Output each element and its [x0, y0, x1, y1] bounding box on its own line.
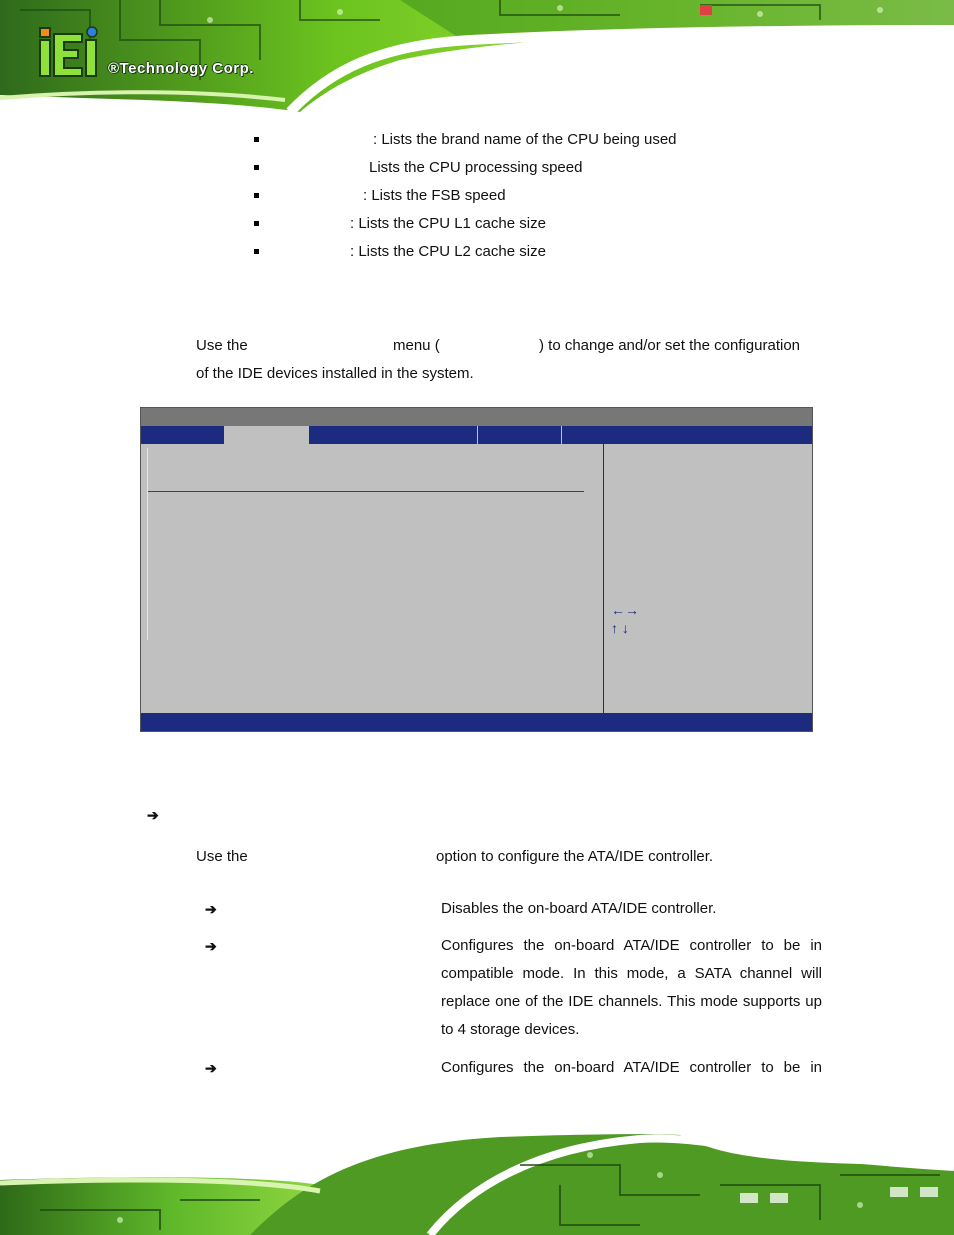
bios-menu-bar	[141, 426, 812, 444]
option-arrow-icon: ➔	[205, 1060, 217, 1076]
bios-settings-pane	[147, 448, 588, 640]
left-right-arrow-icon: ←→	[611, 602, 639, 618]
bios-status-bar	[141, 713, 812, 731]
option-intro-text: option to configure the ATA/IDE controller.	[436, 848, 714, 865]
bios-help-divider	[603, 444, 604, 714]
bios-tab[interactable]	[309, 426, 478, 444]
header-banner	[0, 0, 954, 112]
list-item: Lists the CPU processing speed	[369, 159, 583, 176]
circuit-board-header-art	[0, 0, 954, 112]
list-item: : Lists the CPU L1 cache size	[350, 215, 546, 232]
bullet-marker	[254, 249, 259, 254]
bullet-marker	[254, 193, 259, 198]
list-item: : Lists the FSB speed	[363, 187, 506, 204]
iei-logo-mark-icon	[38, 26, 100, 78]
bios-tab[interactable]	[141, 426, 225, 444]
footer-banner	[0, 1125, 954, 1235]
option-description: Configures the on-board ATA/IDE controller to be in	[441, 1059, 822, 1076]
bullet-marker	[254, 165, 259, 170]
option-intro-text: Use the	[196, 848, 248, 865]
bullet-marker	[254, 221, 259, 226]
list-item: : Lists the CPU L2 cache size	[350, 243, 546, 260]
bios-separator	[148, 491, 584, 492]
bios-title-bar	[141, 408, 812, 426]
option-description: Disables the on-board ATA/IDE controller.	[441, 900, 717, 917]
bios-tab[interactable]	[562, 426, 812, 444]
up-down-arrow-icon: ↑ ↓	[611, 620, 629, 636]
option-description: Configures the on-board ATA/IDE controller to be in compatible mode. In this mode, a SATA channel will replace one of the IDE channels. This mode supports up to 4 storage devices.	[441, 937, 822, 1038]
circuit-board-footer-art	[0, 1125, 954, 1235]
intro-text: of the IDE devices installed in the system.	[196, 365, 474, 382]
intro-text: ) to change and/or set the configuration	[539, 337, 801, 354]
bullet-marker	[254, 137, 259, 142]
list-item: : Lists the brand name of the CPU being used	[373, 131, 677, 148]
intro-text: Use the	[196, 337, 248, 354]
bios-tab[interactable]	[478, 426, 562, 444]
bios-nav-keys	[611, 601, 639, 637]
intro-text: menu (	[393, 337, 440, 354]
bios-tab-active[interactable]	[225, 426, 309, 444]
brand-name: ®Technology Corp.	[108, 60, 254, 77]
option-arrow-icon: ➔	[205, 901, 217, 917]
option-arrow-icon: ➔	[205, 938, 217, 954]
bios-screen	[140, 407, 813, 732]
section-arrow-icon: ➔	[147, 807, 159, 823]
